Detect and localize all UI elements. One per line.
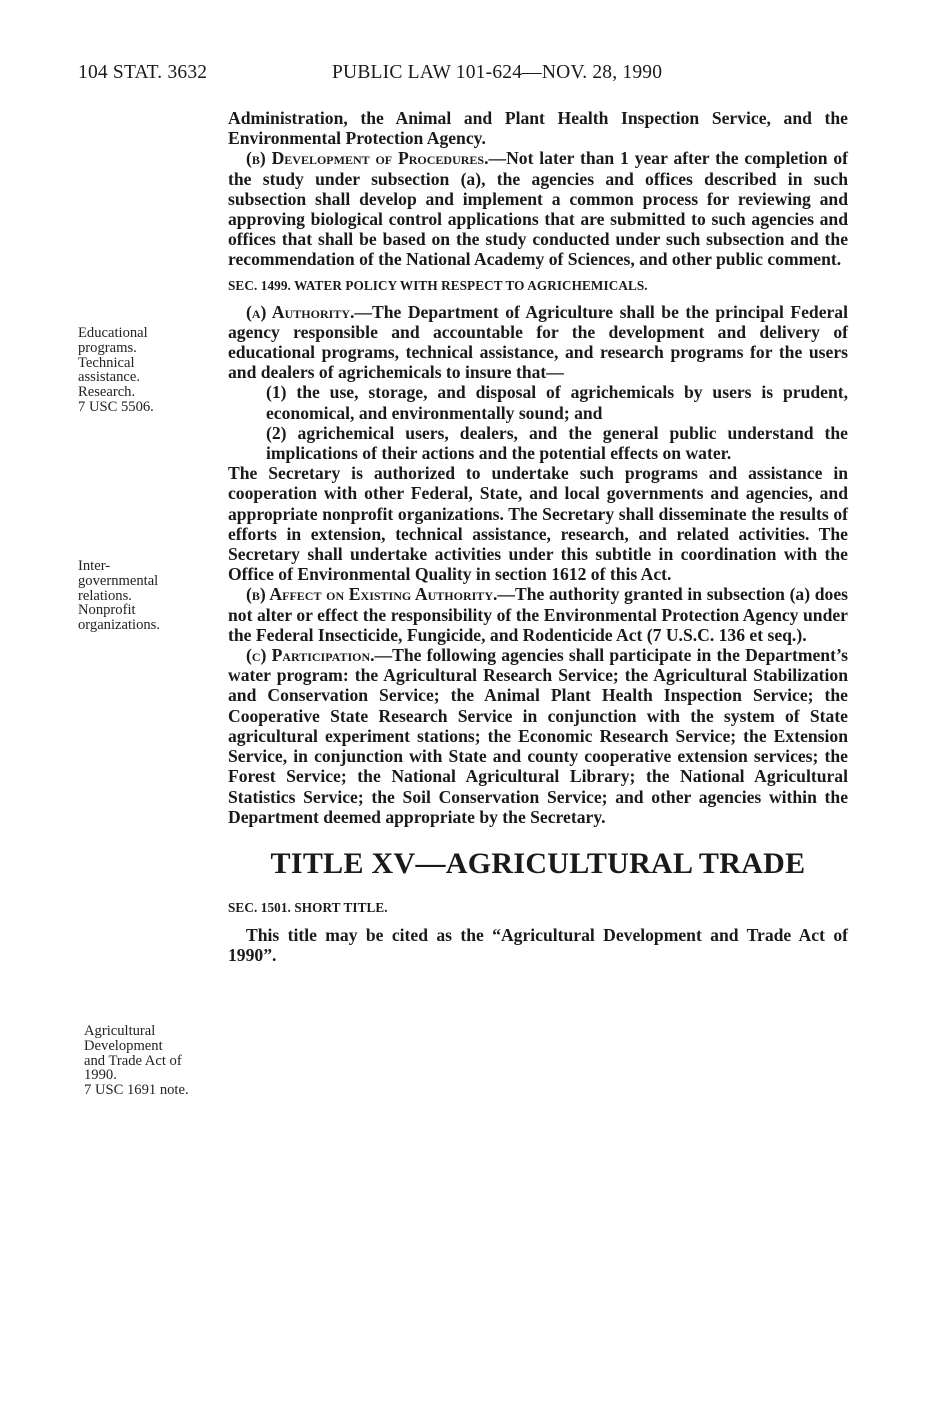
section-heading-1499: SEC. 1499. WATER POLICY WITH RESPECT TO AGRICHEMICALS.	[228, 277, 648, 293]
subsection-text: —The Department of Agriculture shall be the principal Federal agency responsible and accountable for the development and delivery of educational programs, technical assistance, and research programs for the users and dealers of agrichemicals to insure that—	[228, 301, 848, 383]
clause-2: (2) agrichemical users, dealers, and the general public understand the implications of their actions and the potential effects on water.	[266, 422, 848, 464]
paragraph-affect-on-existing-authority	[228, 584, 848, 645]
paragraph-authority	[228, 302, 848, 383]
margin-note-line: Research.	[78, 384, 136, 401]
margin-note-line: assistance.	[78, 369, 141, 386]
margin-note-line: Nonprofit	[78, 602, 136, 619]
margin-note-agricultural-development	[84, 1024, 189, 1098]
margin-note-line: 7 USC 5506.	[78, 398, 154, 415]
subsection-heading: (c) Participation.	[246, 645, 375, 666]
stat-reference: 104 STAT. 3632	[78, 62, 208, 83]
margin-note-educational-programs	[78, 326, 154, 415]
margin-note-line: and Trade Act of	[84, 1052, 182, 1069]
public-law-reference: PUBLIC LAW 101-624—NOV. 28, 1990	[332, 62, 663, 83]
title-heading: TITLE XV—AGRICULTURAL TRADE	[270, 846, 806, 880]
paragraph-short-title: This title may be cited as the “Agricultural Development and Trade Act of 1990”.	[228, 924, 848, 966]
paragraph-participation	[228, 645, 848, 827]
clause-1: (1) the use, storage, and disposal of agrichemicals by users is prudent, economical, and environmentally sound; and	[266, 382, 848, 423]
margin-note-line: Development	[84, 1037, 163, 1054]
margin-note-line: Educational	[78, 325, 148, 341]
margin-note-line: Technical	[78, 354, 135, 371]
margin-note-intergovernmental	[78, 559, 160, 633]
subsection-heading: (b) Affect on Existing Authority.	[246, 584, 498, 605]
main-text-column	[228, 108, 848, 965]
margin-note-line: organizations.	[78, 617, 161, 634]
paragraph-secretary-authorized: The Secretary is authorized to undertake such programs and assistance in cooperation with other Federal, State, and local governments and agencies, and appropriate nonprofit organizations. The Secretary shall disseminate the results of efforts in extension, technical assistance, research, and related activities. The Secretary shall undertake activities under this subtitle in coordination with the Office of Environmental Quality in section 1612 of this Act.	[228, 463, 848, 585]
margin-note-line: 7 USC 1691 note.	[84, 1082, 189, 1099]
margin-note-line: relations.	[78, 587, 132, 604]
paragraph-continuation: Administration, the Animal and Plant Health Inspection Service, and the Environmental Protection Agency.	[228, 108, 848, 149]
paragraph-development-of-procedures	[228, 148, 848, 269]
margin-note-line: programs.	[78, 339, 137, 356]
margin-note-line: governmental	[78, 572, 159, 589]
margin-note-line: Inter-	[78, 558, 111, 574]
margin-note-line: 1990.	[84, 1067, 117, 1084]
subsection-heading: (b) Development of Procedures.	[246, 148, 489, 169]
section-heading-1501: SEC. 1501. SHORT TITLE.	[228, 899, 388, 915]
subsection-text: —The following agencies shall participate in the Department’s water program: the Agricultural Research Service; the Agricultural Stabilization and Conservation Service; the Animal Plant Health Inspection Service; the Cooperative State Research Service in conjunction with the system of State agricultural experiment stations; the Economic Research Service; the Extension Service, in conjunction with State and county cooperative extension services; the Forest Service; the National Agricultural Library; the National Agricultural Statistics Service; the Soil Conservation Service; and other agencies within the Department deemed appropriate by the Secretary.	[228, 645, 848, 827]
subsection-text: —The authority granted in subsection (a) does not alter or effect the responsibility of the Environmental Protection Agency under the Federal Insecticide, Fungicide, and Rodenticide Act (7 U.S.C. 136 et seq.).	[228, 584, 849, 645]
margin-note-line: Agricultural	[84, 1023, 156, 1039]
subsection-text: —Not later than 1 year after the completion of the study under subsection (a), the agencies and offices described in such subsection shall develop and implement a common process for reviewing and approving biological control applications that are submitted to such agencies and offices that shall be based on the study conducted under such subsection and the recommendation of the National Academy of Sciences, and other public comment.	[228, 148, 848, 270]
subsection-heading: (a) Authority.	[246, 301, 355, 322]
